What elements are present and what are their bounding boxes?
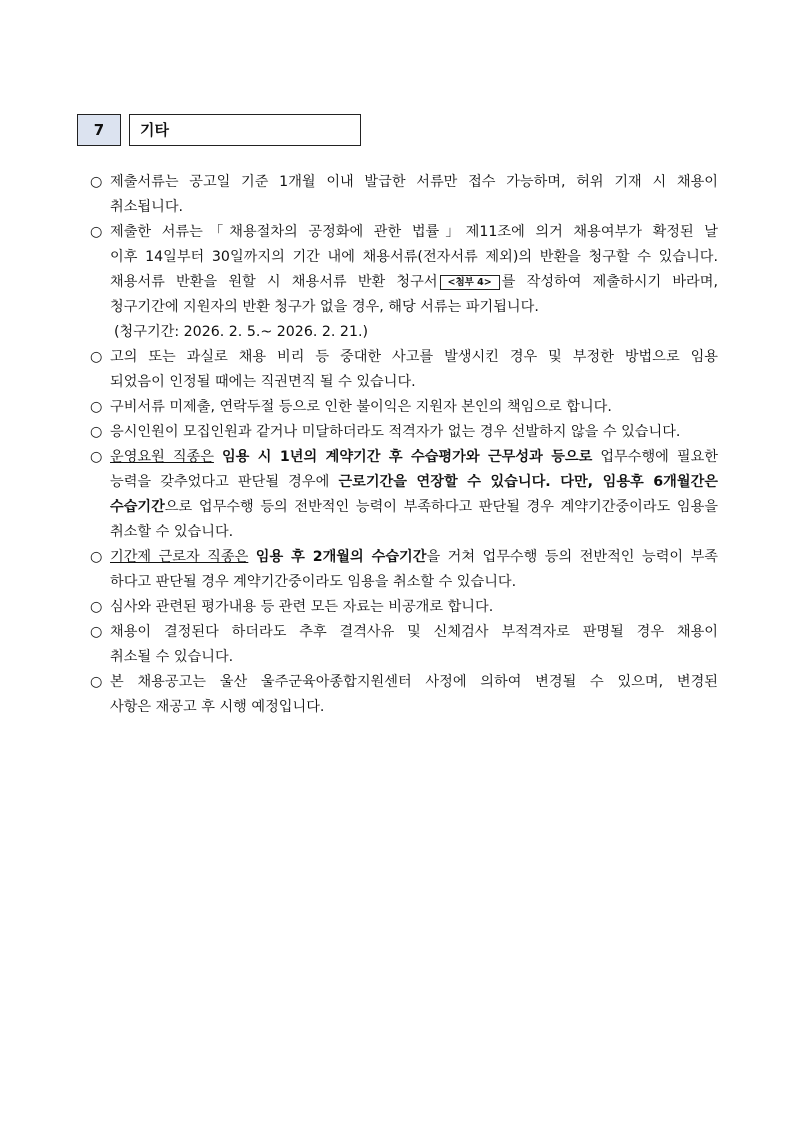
bullet-icon: ○ <box>90 599 103 615</box>
item-text: 을 거쳐 업무수행 등의 전반적인 능력이 부족 <box>426 549 718 565</box>
item-text: 구비서류 미제출, 연락두절 등으로 인한 불이익은 지원자 본인의 책임으로 합니다. <box>110 399 612 415</box>
list-item <box>90 395 718 420</box>
list-item <box>90 620 718 670</box>
item-text-bold: 임용 시 1년의 계약기간 후 수습평가와 근무성과 등으로 <box>221 449 593 465</box>
item-text: 응시인원이 모집인원과 같거나 미달하더라도 적격자가 없는 경우 선발하지 않을 수 있습니다. <box>110 424 681 440</box>
notice-list <box>90 170 718 720</box>
list-item <box>90 545 718 595</box>
item-text: 제출서류는 공고일 기준 1개월 이내 발급한 서류만 접수 가능하며, 허위 기재 시 채용이 <box>110 174 718 190</box>
section-number: 7 <box>77 114 121 146</box>
list-item <box>90 170 718 220</box>
item-text-bold: 근로기간을 연장할 수 있습니다. 다만, 임용후 6개월간은 <box>338 474 718 490</box>
list-item <box>90 445 718 545</box>
list-item <box>90 670 718 720</box>
bullet-icon: ○ <box>90 424 103 440</box>
item-text: 취소할 수 있습니다. <box>110 524 234 540</box>
bullet-icon: ○ <box>90 549 103 565</box>
bullet-icon: ○ <box>90 174 103 190</box>
item-text: 사항은 재공고 후 시행 예정입니다. <box>110 699 325 715</box>
item-text: 취소될 수 있습니다. <box>110 649 234 665</box>
item-text: 으로 업무수행 등의 전반적인 능력이 부족하다고 판단될 경우 계약기간중이라도 임용을 <box>164 499 718 515</box>
item-text: 청구기간에 지원자의 반환 청구가 없을 경우, 해당 서류는 파기됩니다. <box>110 299 539 315</box>
item-text: 제출한 서류는「채용절차의 공정화에 관한 법률」제11조에 의거 채용여부가 확정된 날 <box>110 224 718 240</box>
bullet-icon: ○ <box>90 399 103 415</box>
list-item <box>90 220 718 320</box>
job-type-underlined: 기간제 근로자 직종은 <box>110 549 249 565</box>
item-text: 하다고 판단될 경우 계약기간중이라도 임용을 취소할 수 있습니다. <box>110 574 517 590</box>
bullet-icon: ○ <box>90 624 103 640</box>
bullet-icon: ○ <box>90 674 103 690</box>
bullet-icon: ○ <box>90 449 103 465</box>
job-type-underlined: 운영요원 직종은 <box>110 449 214 465</box>
item-text-bold: 수습기간 <box>110 499 165 515</box>
item-text: 능력을 갖추었다고 판단될 경우에 <box>110 474 330 490</box>
item-text: 채용서류 반환을 원할 시 채용서류 반환 청구서 <box>110 274 438 290</box>
bullet-icon: ○ <box>90 224 103 240</box>
item-text: 본 채용공고는 울산 울주군육아종합지원센터 사정에 의하여 변경될 수 있으며, 변경된 <box>110 674 718 690</box>
item-text: 심사와 관련된 평가내용 등 관련 모든 자료는 비공개로 합니다. <box>110 599 494 615</box>
list-item <box>90 595 718 620</box>
bullet-icon: ○ <box>90 349 103 365</box>
item-text: 업무수행에 필요한 <box>600 449 718 465</box>
item-text-bold: 임용 후 2개월의 수습기간 <box>255 549 427 565</box>
claim-period-note: (청구기간: 2026. 2. 5.~ 2026. 2. 21.) <box>114 324 369 340</box>
attachment-label: <첨부 4> <box>440 275 500 290</box>
item-text: 되었음이 인정될 때에는 직권면직 될 수 있습니다. <box>110 374 416 390</box>
item-text: 채용이 결정된다 하더라도 추후 결격사유 및 신체검사 부적격자로 판명될 경우 채용이 <box>110 624 718 640</box>
item-text: 이후 14일부터 30일까지의 기간 내에 채용서류(전자서류 제외)의 반환을 청구할 수 있습니다. <box>110 249 718 265</box>
item-text: 를 작성하여 제출하시기 바라며, <box>501 274 718 290</box>
section-title: 기타 <box>129 114 361 146</box>
item-text: 고의 또는 과실로 채용 비리 등 중대한 사고를 발생시킨 경우 및 부정한 방법으로 임용 <box>110 349 718 365</box>
item-text: 취소됩니다. <box>110 199 184 215</box>
list-item <box>90 420 718 445</box>
list-item <box>90 345 718 395</box>
